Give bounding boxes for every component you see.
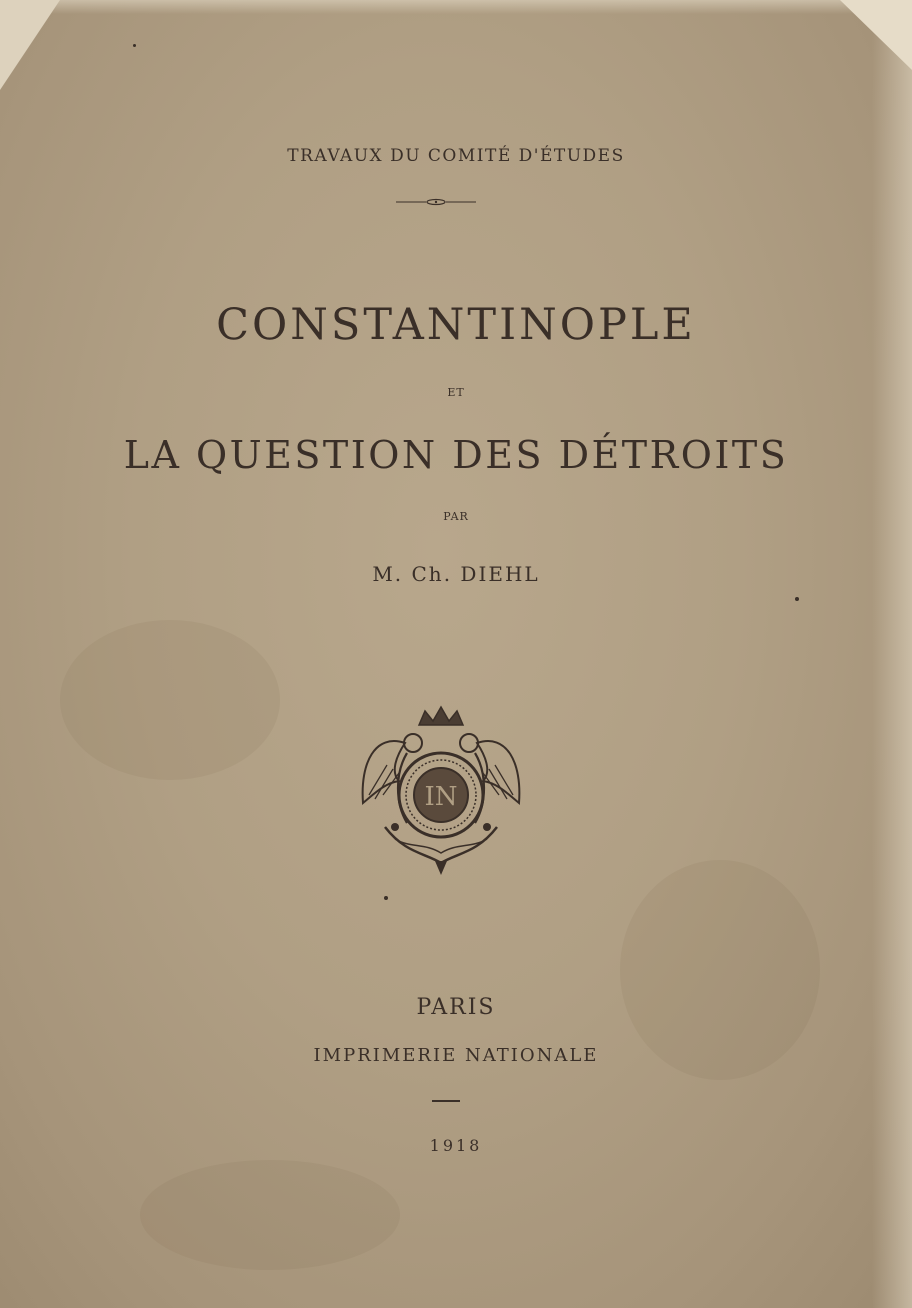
divider: [432, 1100, 460, 1102]
publisher-name: IMPRIMERIE NATIONALE: [313, 1045, 599, 1066]
book-subtitle: LA QUESTION DES DÉTROITS: [123, 433, 789, 477]
book-title: CONSTANTINOPLE: [216, 300, 696, 350]
by-line: PAR: [443, 510, 469, 523]
publication-year: 1918: [429, 1136, 483, 1155]
paper-stain: [60, 620, 280, 780]
paper-edge: [872, 0, 912, 1308]
ink-speck: [795, 597, 799, 601]
seal-monogram: IN: [424, 782, 458, 812]
worn-corner: [0, 0, 60, 90]
ink-speck: [384, 896, 388, 900]
paper-edge: [0, 0, 912, 14]
imprimerie-nationale-seal-icon: [355, 703, 527, 879]
ink-speck: [133, 44, 136, 47]
paper-stain: [140, 1160, 400, 1270]
series-title: TRAVAUX DU COMITÉ D'ÉTUDES: [287, 146, 625, 166]
ornamental-rule-icon: [396, 198, 476, 206]
author-name: M. Ch. DIEHL: [372, 562, 540, 586]
title-conjunction: ET: [447, 386, 465, 399]
publication-city: PARIS: [416, 995, 496, 1020]
